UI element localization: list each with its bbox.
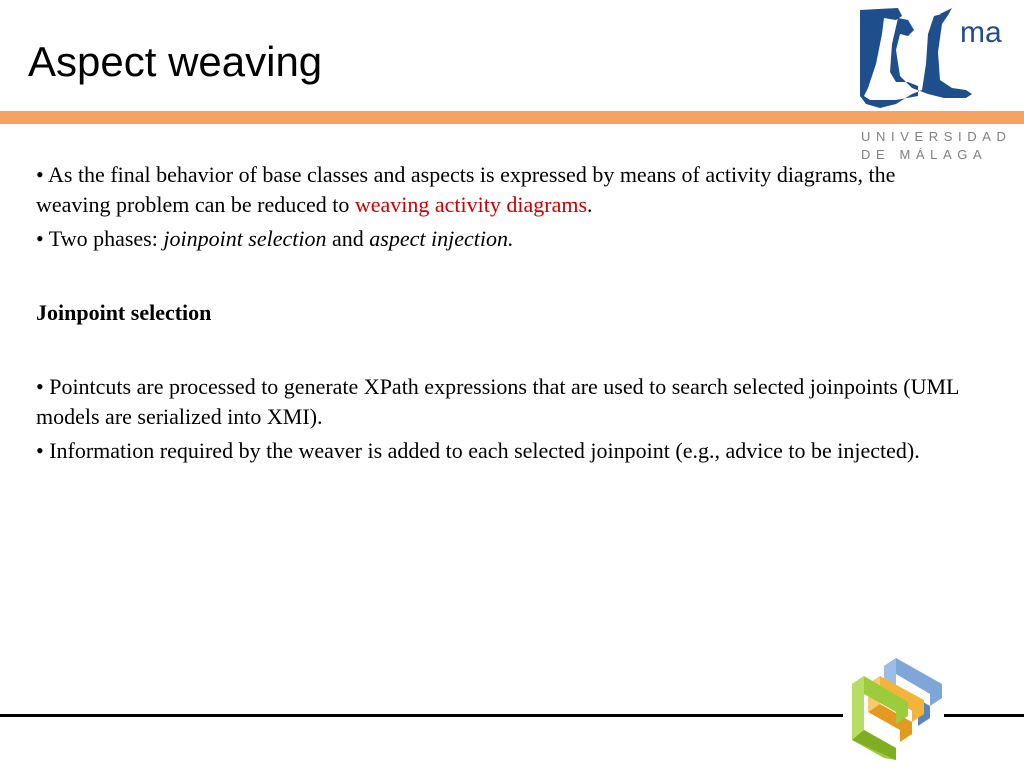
bullet-2-term-injection: aspect injection. (369, 226, 514, 251)
university-name-line2: DE MÁLAGA (861, 147, 988, 162)
slide-title: Aspect weaving (28, 38, 323, 85)
bullet-2-middle: and (326, 226, 370, 251)
bullet-1 (36, 160, 906, 220)
section-heading: Joinpoint selection (36, 300, 212, 325)
logo-text: ma (960, 16, 1002, 49)
footer-rule-right (944, 714, 1024, 717)
bullet-4: • Information required by the weaver is added to each selected joinpoint (e.g., advice to be injected). (36, 438, 920, 463)
bullet-1-highlight: weaving activity diagrams (354, 192, 588, 217)
bullet-1-suffix: . (587, 192, 593, 217)
bullet-2-prefix: • Two phases: (36, 226, 164, 251)
bullet-2 (36, 224, 976, 254)
bullet-3: • Pointcuts are processed to generate XPath expressions that are used to search selected joinpoints (UML models are serialized into XMI). (36, 374, 959, 429)
header-accent-band (0, 111, 1024, 124)
stacked-c-cube-icon (850, 654, 946, 762)
bullet-2-term-joinpoint: joinpoint selection (163, 226, 327, 251)
footer-rule-left (0, 714, 843, 717)
bullet-1-text: • As the final behavior of base classes and aspects is expressed by means of activity diagrams, the weaving problem can be reduced to (36, 162, 896, 217)
university-name-line1: UNIVERSIDAD (861, 129, 1012, 144)
university-logo-icon (856, 4, 1016, 112)
university-name (861, 128, 1021, 164)
slide-content (36, 160, 976, 466)
